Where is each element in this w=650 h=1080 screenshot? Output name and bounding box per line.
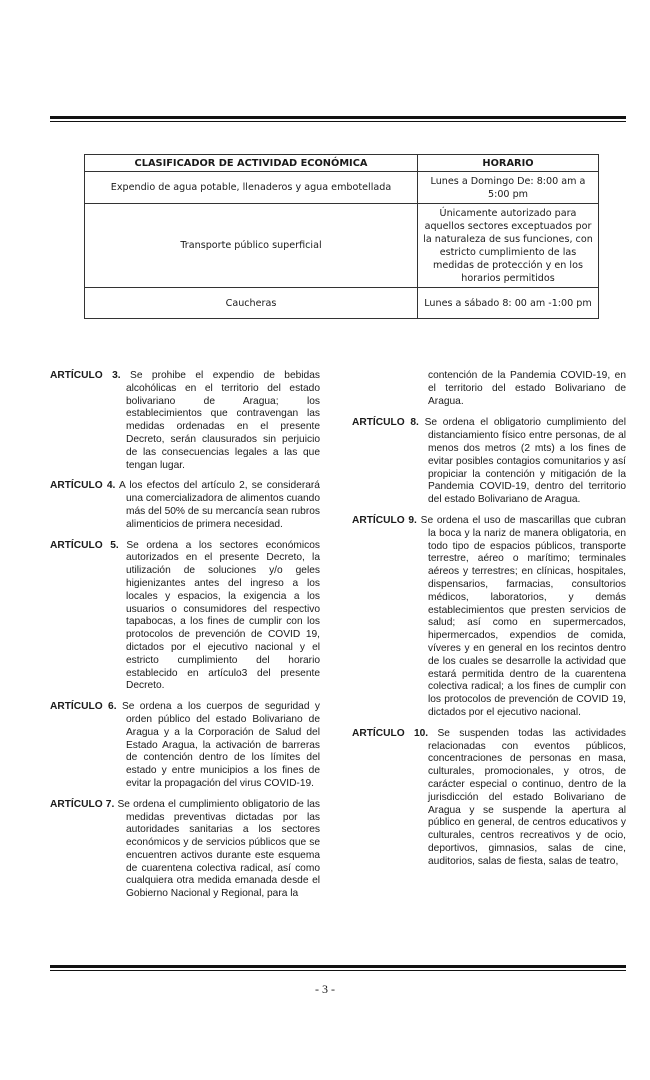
article-text: A los efectos del artículo 2, se considerará una comercializadora de alimentos cuando más del 50% de su mercancía sean rubros alimenticios de primera necesidad. <box>118 480 320 530</box>
header-rule-thin <box>50 121 626 122</box>
table-row <box>85 288 599 319</box>
footer-rule-thick <box>50 965 626 968</box>
article-text: Se suspenden todas las actividades relacionadas con eventos públicos, concentraciones de personas en masa, culturales, promocionales, y otros, de carácter especial o continuo, dentro de la jurisdicción del estado Bolivariano de Aragua y se suspende la apertura al público en general, de centros educativos y culturales, centros recreativos y de ocio, deportivos, gimnasios, salas de cine, auditorios, salas de fiesta, salas de teatro, <box>428 727 626 867</box>
article-8 <box>352 417 626 507</box>
article-text: Se ordena a los sectores económicos autorizados en el presente Decreto, la utilización de soluciones y/o geles higienizantes antes del ingreso a los locales y espacios, la exigencia a los usuarios o consumidores del respectivo tapabocas, a los fines de cumplir con los protocolos de prevención de COVID 19, dictados por el ejecutivo nacional y el estricto cumplimiento del horario establecido en artículo3 del presente Decreto. <box>126 539 320 692</box>
article-text: Se prohibe el expendio de bebidas alcohólicas en el territorio del estado bolivariano de Aragua; los establecimientos que contravengan las medidas ordenadas en el presente Decreto, serán clausurados sin perjuicio de las consecuencias legales a las que tengan lugar. <box>126 370 320 471</box>
article-10 <box>352 728 626 869</box>
schedule-cell: Lunes a sábado 8: 00 am -1:00 pm <box>418 288 599 319</box>
article-7 <box>50 799 320 901</box>
schedule-cell: Lunes a Domingo De: 8:00 am a 5:00 pm <box>418 172 599 204</box>
article-label: ARTÍCULO 6. <box>50 701 117 713</box>
header-rule-thick <box>50 116 626 119</box>
article-5 <box>50 540 320 694</box>
article-3 <box>50 370 320 472</box>
article-label: ARTÍCULO 4. <box>50 480 116 492</box>
left-column <box>50 370 320 909</box>
activity-schedule-table <box>84 154 599 319</box>
article-label: ARTÍCULO 9. <box>352 514 417 526</box>
article-label: ARTÍCULO 7. <box>50 798 115 810</box>
table-header-row <box>85 155 599 172</box>
article-label: ARTÍCULO 3. <box>50 370 121 381</box>
article-label: ARTÍCULO 8. <box>352 417 419 429</box>
activity-cell: Caucheras <box>85 288 418 319</box>
header-schedule: HORARIO <box>418 155 599 172</box>
article-6 <box>50 701 320 791</box>
table-row <box>85 172 599 204</box>
article-9 <box>352 515 626 720</box>
article-text: Se ordena el uso de mascarillas que cubran la boca y la nariz de manera obligatoria, en todo tipo de espacios públicos, transporte terrestre, aéreo o marítimo; terminales aéreos y terrestres; en clínicas, hospitales, dispensarios, farmacias, consultorios médicos, laboratorios, y demás establecimientos que presten servicios de salud; así como en supermercados, hipermercados, expendios de comida, víveres y en general en los recintos dentro de los cuales se desarrolle la actividad que estará permitida dentro de la cuarentena colectiva radical; a los fines de cumplir con los protocolos de prevención de COVID 19, dictados por el ejecutivo nacional. <box>420 514 626 718</box>
article-4 <box>50 480 320 531</box>
schedule-cell: Únicamente autorizado para aquellos sectores exceptuados por la naturaleza de sus funciones, con estricto cumplimiento de las medidas de protección y en los horarios permitidos <box>418 204 599 288</box>
article-text: Se ordena el obligatorio cumplimiento del distanciamiento físico entre personas, de al menos dos metros (2 mts) a los fines de evitar posibles contagios comunitarios y así propiciar la contención y mitigación de la Pandemia COVID-19, dentro del territorio del estado Bolivariano de Aragua. <box>424 417 626 506</box>
table-row <box>85 204 599 288</box>
header-activity: CLASIFICADOR DE ACTIVIDAD ECONÓMICA <box>85 155 418 172</box>
article-text: Se ordena a los cuerpos de seguridad y orden público del estado Bolivariano de Aragua y a la Corporación de Salud del Estado Aragua, la activación de barreras de contención dentro de los límites del estado y entre municipios a los fines de evitar la propagación del virus COVID-19. <box>121 701 320 789</box>
article-label: ARTÍCULO 5. <box>50 539 119 551</box>
article-label: ARTÍCULO 10. <box>352 727 429 739</box>
page-number: - 3 - <box>315 982 335 996</box>
article-7-continuation: contención de la Pandemia COVID-19, en el territorio del estado Bolivariano de Aragua. <box>428 370 626 407</box>
article-text: Se ordena el cumplimiento obligatorio de las medidas preventivas dictadas por las autoridades sanitarias a los sectores económicos y de servicios públicos que se encuentren activos durante este esquema de cuarentena colectiva radical, así como cualquiera otra medida emanada desde el Gobierno Nacional y Regional, para la <box>117 798 320 900</box>
right-column <box>352 370 626 876</box>
activity-cell: Transporte público superficial <box>85 204 418 288</box>
activity-cell: Expendio de agua potable, llenaderos y agua embotellada <box>85 172 418 204</box>
footer-rule-thin <box>50 970 626 971</box>
